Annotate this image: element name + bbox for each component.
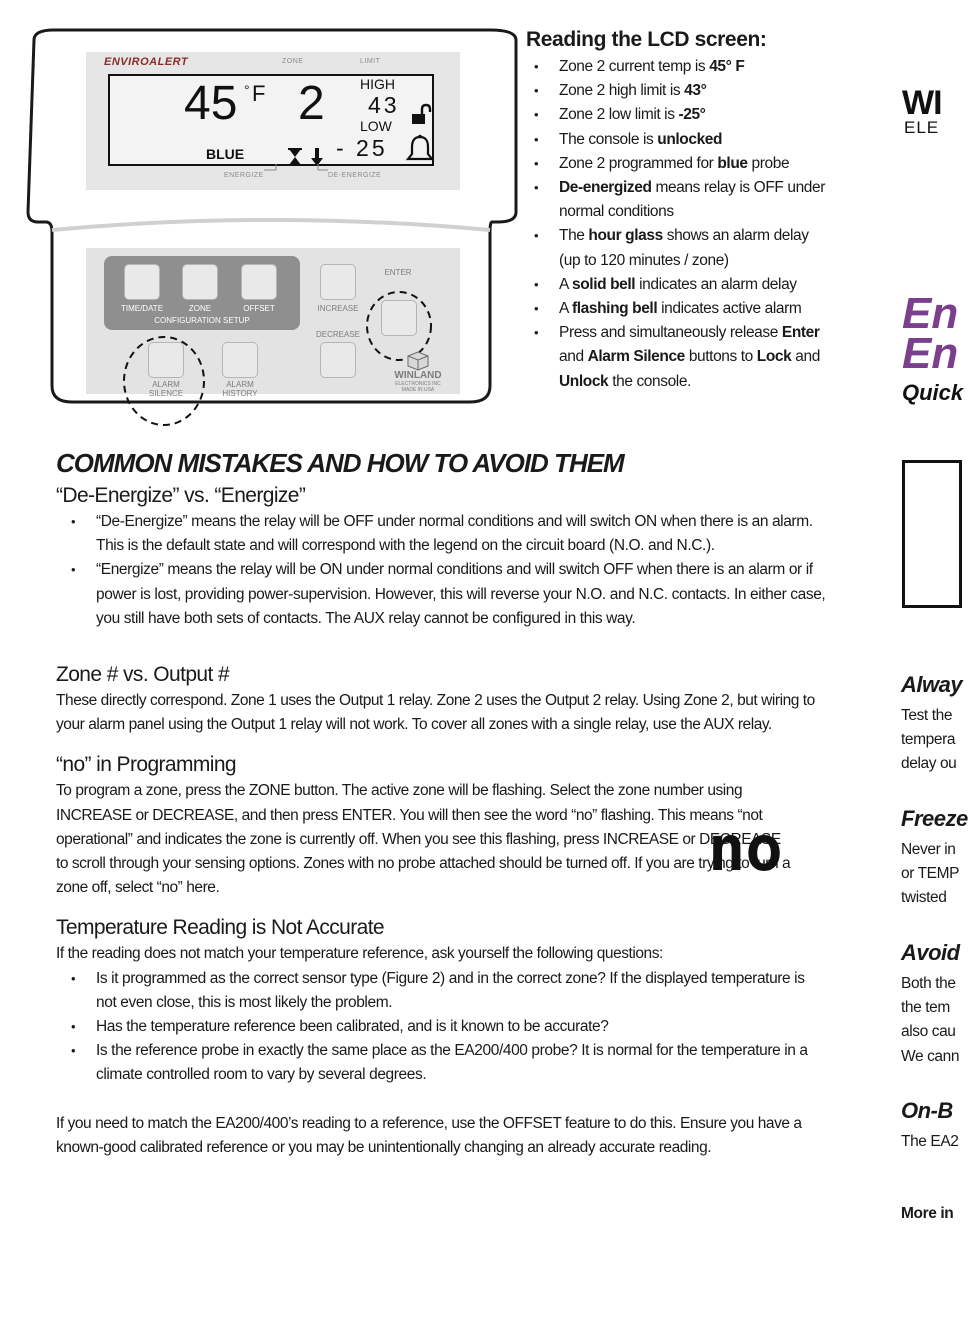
avoid-text: Both the the tem also cau We cann — [901, 975, 960, 1065]
lcd-high-label: HIGH — [360, 76, 395, 92]
maker-name: WINLAND — [394, 370, 442, 381]
figure-box — [902, 460, 962, 608]
onboard-heading: On-B — [901, 1098, 953, 1123]
deenergize-label: DE-ENERGIZE — [328, 172, 382, 179]
list-item: • “Energize” means the relay will be ON under normal conditions and will switch OFF when there is an alarm or if power is lost, providing power-supervision. However, this will reverse your N.O. and N.C. contacts. In either case, you still have both sets of contacts. The AUX relay cannot be configured in this way. — [56, 558, 826, 631]
configuration-setup-group — [104, 256, 300, 330]
made-in-label: MADE IN USA — [401, 387, 435, 393]
reading-lcd-section — [526, 28, 826, 394]
subsection-title-zone-output: Zone # vs. Output # — [56, 663, 230, 687]
list-item: • Zone 2 high limit is 43° — [526, 79, 826, 103]
bell-icon — [406, 134, 434, 164]
list-item: • Zone 2 programmed for blue probe — [526, 152, 826, 176]
subsection-title-energize: “De-Energize” vs. “Energize” — [56, 484, 306, 507]
alarm-history-key[interactable] — [222, 342, 258, 378]
decrease-key[interactable] — [320, 342, 356, 378]
increase-key-label: INCREASE — [317, 304, 359, 313]
reading-lcd-list — [526, 55, 826, 394]
zone-key-label: ZONE — [188, 304, 212, 313]
alarm-silence-highlight-circle — [120, 326, 210, 436]
list-item: • A flashing bell indicates active alarm — [526, 297, 826, 321]
temperature-questions-list — [56, 967, 826, 1088]
reading-lcd-title: Reading the LCD screen: — [526, 28, 767, 51]
no-programming-text: To program a zone, press the ZONE button. The active zone will be flashing. Select the zone number using INCREASE or DECREASE, and then press ENTER. You will then see the word “no” flashing. This means “not operational” and indicates the zone is currently off. When you see this flashing, press INCREASE or DECREASE to scroll through your sensing options. Zones with no probe attached should be turned off. If you are trying to turn a zone off, select “no” here. — [56, 782, 791, 897]
more-info-text: More in — [901, 1205, 954, 1222]
alarm-history-key-label: ALARM HISTORY — [222, 380, 258, 398]
always-heading: Alway — [901, 672, 963, 697]
offset-key-label: OFFSET — [243, 304, 275, 313]
lcd-degree-sign: ° — [244, 82, 250, 98]
energize-label: ENERGIZE — [224, 172, 264, 179]
subsection-title-temperature: Temperature Reading is Not Accurate — [56, 916, 385, 940]
lcd-high-value: 43 — [368, 92, 400, 118]
lcd-low-value: - 25 — [336, 135, 388, 161]
enter-key-label: ENTER — [384, 268, 412, 277]
onboard-text: The EA2 — [901, 1133, 959, 1150]
list-item: • A solid bell indicates an alarm delay — [526, 273, 826, 297]
common-mistakes-section — [56, 444, 826, 1160]
lcd-unit: F — [252, 81, 266, 106]
zone-output-text: These directly correspond. Zone 1 uses the Output 1 relay. Zone 2 uses the Output 2 relay. Using Zone 2, but wiring to your alarm panel using the Output 1 relay will not work. To cover all zones with a single relay, use the AUX relay. — [56, 692, 815, 734]
section-title: COMMON MISTAKES AND HOW TO AVOID THEM — [56, 448, 624, 478]
unlock-icon — [410, 104, 432, 126]
winland-logo: WI — [902, 84, 942, 122]
list-item: • Press and simultaneously release Enter and Alarm Silence buttons to Lock and Unlock the console. — [526, 321, 826, 394]
energize-bracket-lines — [256, 162, 406, 174]
list-item: • De-energized means relay is OFF under normal conditions — [526, 176, 826, 224]
winland-logo-subtitle: ELE — [904, 118, 940, 137]
increase-key[interactable] — [320, 264, 356, 300]
lcd-probe-color: BLUE — [206, 146, 245, 162]
offset-key[interactable] — [241, 264, 277, 300]
time-date-key[interactable] — [124, 264, 160, 300]
time-date-key-label: TIME/DATE — [120, 304, 164, 313]
limit-header-label: LIMIT — [360, 58, 381, 65]
list-item: • The hour glass shows an alarm delay (up to 120 minutes / zone) — [526, 224, 826, 272]
maker-subtitle: ELECTRONICS INC — [395, 381, 441, 387]
freeze-heading: Freeze — [901, 806, 968, 831]
lcd-temperature: 45 — [184, 77, 238, 130]
always-text: Test the tempera delay ou — [901, 707, 957, 773]
temperature-intro: If the reading does not match your temperature reference, ask yourself the following questions: — [56, 945, 663, 963]
freeze-text: Never in or TEMP twisted — [901, 841, 960, 907]
enviroalert-wordmark: En En — [902, 289, 959, 378]
list-item: • The console is unlocked — [526, 128, 826, 152]
lcd-zone-number: 2 — [298, 77, 325, 130]
list-item: • Is it programmed as the correct sensor type (Figure 2) and in the correct zone? If the displayed temperature is not even close, this is most likely the problem. — [56, 967, 826, 1015]
list-item: • Has the temperature reference been calibrated, and is it known to be accurate? — [56, 1015, 826, 1039]
list-item: • Is the reference probe in exactly the same place as the EA200/400 probe? It is normal for the temperature in a climate controlled room to vary by several degrees. — [56, 1039, 826, 1087]
brand-logo: ENVIROALERT — [104, 56, 189, 68]
list-item: • “De-Energize” means the relay will be OFF under normal conditions and will switch ON when there is an alarm. This is the default state and will correspond with the legend on the circuit board (N.O. and N.C.). — [56, 510, 826, 558]
configuration-setup-label: CONFIGURATION SETUP — [154, 316, 250, 325]
zone-header-label: ZONE — [282, 58, 304, 65]
alarm-silence-key-label: ALARM SILENCE — [148, 380, 184, 398]
device-illustration — [24, 26, 520, 408]
list-item: • Zone 2 low limit is -25° — [526, 103, 826, 127]
quick-guide-title: Quick — [902, 380, 964, 405]
subsection-title-no-programming: “no” in Programming — [56, 753, 236, 777]
avoid-heading: Avoid — [901, 940, 960, 965]
lcd-panel — [86, 52, 460, 190]
keypad-panel — [86, 248, 460, 398]
svg-text:no: no — [708, 812, 783, 885]
lcd-no-glyph — [708, 812, 818, 885]
temperature-outro: If you need to match the EA200/400’s reading to a reference, use the OFFSET feature to do this. Ensure you have a known-good calibrated reference or you may be unintentionally changing an already accurate reading. — [56, 1114, 802, 1156]
list-item: • Zone 2 current temp is 45° F — [526, 55, 826, 79]
adjacent-page-column — [900, 0, 968, 1336]
lcd-screen — [108, 74, 434, 166]
winland-cube-icon — [404, 350, 430, 370]
decrease-key-label: DECREASE — [315, 330, 360, 339]
energize-list — [56, 510, 826, 631]
zone-key[interactable] — [182, 264, 218, 300]
lcd-low-label: LOW — [360, 118, 392, 134]
